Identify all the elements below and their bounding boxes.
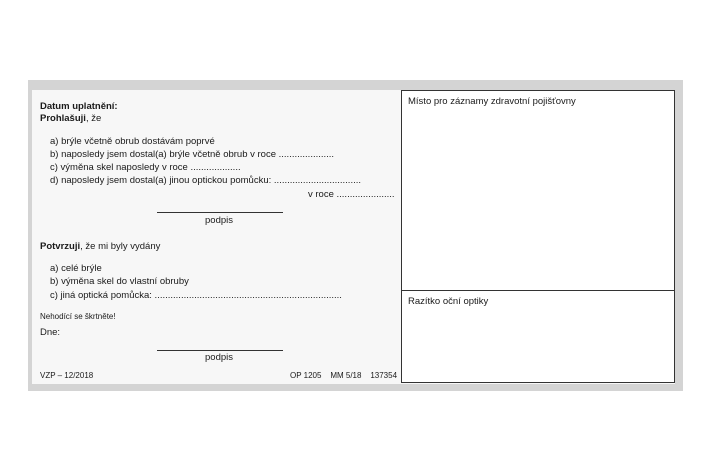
declaration-item-b: b) naposledy jsem dostal(a) brýle včetně obrub v roce ..................... xyxy=(50,149,335,160)
confirmation-heading-rest: , že mi byly vydány xyxy=(80,241,161,252)
confirmation-item-a: a) celé brýle xyxy=(50,263,102,274)
declaration-item-c: c) výměna skel naposledy v roce ................... xyxy=(50,162,241,173)
insurer-records-label: Místo pro záznamy zdravotní pojišťovny xyxy=(408,96,576,107)
confirmation-item-c: c) jiná optická pomůcka: ....................................................................... xyxy=(50,290,342,301)
declaration-heading xyxy=(40,113,101,125)
declaration-item-d: d) naposledy jsem dostal(a) jinou optickou pomůcku: ................................. xyxy=(50,175,361,186)
form-ids: OP 1205 MM 5/18 137354 xyxy=(290,371,398,380)
datum-label: Datum uplatnění: xyxy=(40,101,118,112)
records-divider xyxy=(402,290,674,291)
records-box xyxy=(401,90,675,383)
optician-stamp-label: Razítko oční optiky xyxy=(408,296,489,307)
signature-line-2 xyxy=(157,350,283,351)
signature-label-2: podpis xyxy=(205,352,233,363)
confirmation-item-b: b) výměna skel do vlastní obruby xyxy=(50,276,189,287)
signature-line-1 xyxy=(157,212,283,213)
declaration-heading-bold: Prohlašuji xyxy=(40,113,86,124)
declaration-item-d-year: v roce ...................... xyxy=(308,189,395,200)
declaration-heading-rest: , že xyxy=(85,113,102,124)
form-code: VZP – 12/2018 xyxy=(40,371,94,380)
signature-label-1: podpis xyxy=(205,215,233,226)
date-label: Dne: xyxy=(40,327,61,338)
declaration-item-a: a) brýle včetně obrub dostávám poprvé xyxy=(50,136,215,147)
strike-note: Nehodící se škrtněte! xyxy=(40,312,116,321)
confirmation-heading xyxy=(40,241,160,253)
confirmation-heading-bold: Potvrzuji xyxy=(40,241,81,252)
